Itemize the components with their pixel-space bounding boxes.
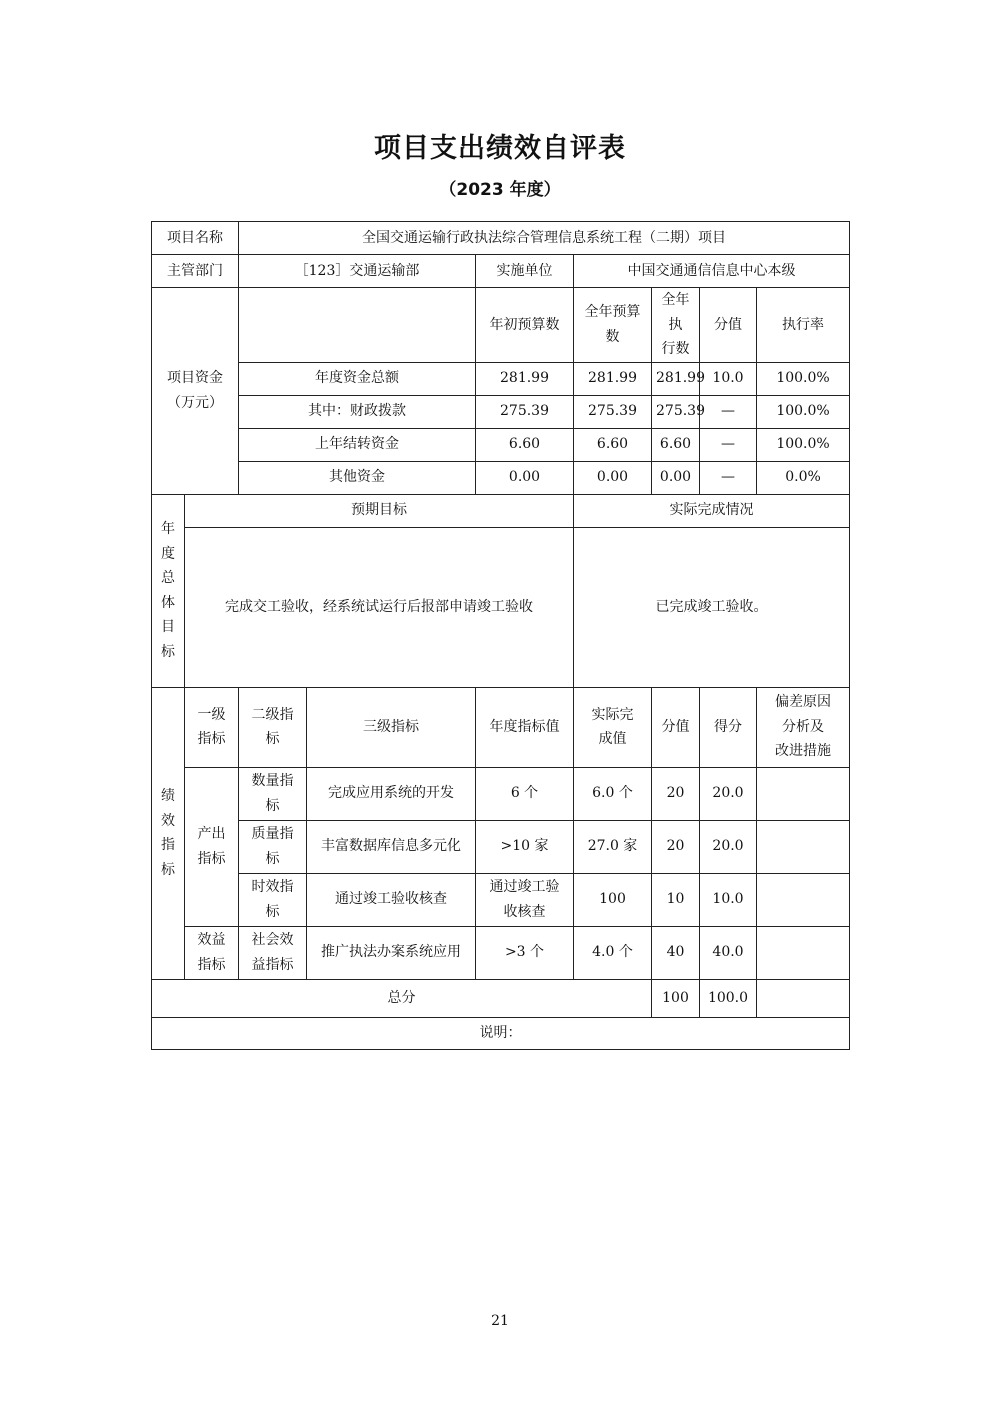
department-row (152, 255, 850, 288)
funds-row-executed: 0.00 (652, 461, 700, 494)
funds-row-initial: 6.60 (476, 428, 574, 461)
indicator-deviation (757, 926, 850, 979)
funds-row-executed: 281.99 (652, 362, 700, 395)
indicator-level2: 质量指 标 (239, 820, 307, 873)
funds-row-score-value: 10.0 (700, 362, 757, 395)
funds-row-annual: 6.60 (574, 428, 652, 461)
indicator-target: 通过竣工验 收核查 (476, 873, 574, 926)
performance-table (151, 221, 850, 1050)
note-label: 说明： (152, 1017, 850, 1049)
goals-header-row (152, 494, 850, 527)
score-value-header: 分值 (652, 687, 700, 767)
total-row (152, 979, 850, 1017)
level1-header: 一级 指标 (185, 687, 239, 767)
indicator-level3: 通过竣工验收核查 (307, 873, 476, 926)
page-title: 项目支出绩效自评表 (374, 133, 626, 164)
unit-value: 中国交通通信信息中心本级 (574, 255, 850, 288)
indicator-row (152, 820, 850, 873)
funds-header-executed: 全年执 行数 (652, 288, 700, 363)
indicator-level3: 完成应用系统的开发 (307, 767, 476, 820)
total-label: 总分 (152, 979, 652, 1017)
funds-row-executed: 6.60 (652, 428, 700, 461)
indicator-row (152, 873, 850, 926)
department-value: ［123］交通运输部 (239, 255, 476, 288)
indicator-actual: 6.0 个 (574, 767, 652, 820)
note-row (152, 1017, 850, 1049)
funds-row-rate: 100.0% (757, 395, 850, 428)
project-name-row (152, 222, 850, 255)
funds-header-score-value: 分值 (700, 288, 757, 363)
actual-completion-text: 已完成竣工验收。 (574, 527, 850, 687)
funds-row-name: 年度资金总额 (239, 362, 476, 395)
actual-completion-header: 实际完成情况 (574, 494, 850, 527)
indicator-actual: 100 (574, 873, 652, 926)
funds-row-annual: 275.39 (574, 395, 652, 428)
output-indicator-label: 产出 指标 (185, 767, 239, 926)
project-name-label: 项目名称 (152, 222, 239, 255)
level2-header: 二级指 标 (239, 687, 307, 767)
funds-row-name: 其他资金 (239, 461, 476, 494)
funds-row-annual: 0.00 (574, 461, 652, 494)
indicator-actual: 4.0 个 (574, 926, 652, 979)
indicator-level3: 推广执法办案系统应用 (307, 926, 476, 979)
funds-row-rate: 100.0% (757, 362, 850, 395)
expected-goal-text: 完成交工验收，经系统试运行后报部申请竣工验收 (185, 527, 574, 687)
funds-row-name: 其中：财政拨款 (239, 395, 476, 428)
indicators-label: 绩 效 指 标 (152, 687, 185, 979)
funds-row-initial: 275.39 (476, 395, 574, 428)
goals-label: 年 度 总 体 目 标 (152, 494, 185, 687)
funds-row-executed: 275.39 (652, 395, 700, 428)
funds-row-initial: 0.00 (476, 461, 574, 494)
deviation-header: 偏差原因 分析及 改进措施 (757, 687, 850, 767)
funds-header-rate: 执行率 (757, 288, 850, 363)
funds-row-score-value: — (700, 395, 757, 428)
indicator-header-row (152, 687, 850, 767)
indicator-score: 10.0 (700, 873, 757, 926)
benefit-indicator-label: 效益 指标 (185, 926, 239, 979)
indicator-score: 20.0 (700, 820, 757, 873)
funds-row-name: 上年结转资金 (239, 428, 476, 461)
funds-row-score-value: — (700, 461, 757, 494)
indicator-score-value: 20 (652, 767, 700, 820)
total-deviation (757, 979, 850, 1017)
indicator-level2: 时效指 标 (239, 873, 307, 926)
goals-content-row (152, 527, 850, 687)
level3-header: 三级指标 (307, 687, 476, 767)
indicator-level3: 丰富数据库信息多元化 (307, 820, 476, 873)
actual-header: 实际完 成值 (574, 687, 652, 767)
indicator-score-value: 10 (652, 873, 700, 926)
indicator-target: >10 家 (476, 820, 574, 873)
indicator-level2: 数量指 标 (239, 767, 307, 820)
funds-row-annual: 281.99 (574, 362, 652, 395)
indicator-score-value: 40 (652, 926, 700, 979)
indicator-level2: 社会效 益指标 (239, 926, 307, 979)
score-header: 得分 (700, 687, 757, 767)
total-score-value: 100 (652, 979, 700, 1017)
target-header: 年度指标值 (476, 687, 574, 767)
funds-header-row (152, 288, 850, 363)
indicator-deviation (757, 767, 850, 820)
total-score: 100.0 (700, 979, 757, 1017)
indicator-target: >3 个 (476, 926, 574, 979)
department-label: 主管部门 (152, 255, 239, 288)
indicator-score-value: 20 (652, 820, 700, 873)
indicator-deviation (757, 820, 850, 873)
funds-row (152, 461, 850, 494)
expected-goal-header: 预期目标 (185, 494, 574, 527)
indicator-actual: 27.0 家 (574, 820, 652, 873)
project-name-value: 全国交通运输行政执法综合管理信息系统工程（二期）项目 (239, 222, 850, 255)
funds-row (152, 428, 850, 461)
indicator-score: 40.0 (700, 926, 757, 979)
indicator-row (152, 926, 850, 979)
funds-label: 项目资金 （万元） (152, 288, 239, 495)
funds-row-rate: 100.0% (757, 428, 850, 461)
funds-row-rate: 0.0% (757, 461, 850, 494)
funds-header-annual: 全年预算数 (574, 288, 652, 363)
page-number: 21 (491, 1313, 509, 1329)
funds-row-score-value: — (700, 428, 757, 461)
indicator-target: 6 个 (476, 767, 574, 820)
indicator-deviation (757, 873, 850, 926)
page-subtitle: （2023 年度） (439, 180, 561, 200)
funds-row (152, 362, 850, 395)
indicator-score: 20.0 (700, 767, 757, 820)
funds-header-initial: 年初预算数 (476, 288, 574, 363)
unit-label: 实施单位 (476, 255, 574, 288)
funds-row-initial: 281.99 (476, 362, 574, 395)
indicator-row (152, 767, 850, 820)
funds-row (152, 395, 850, 428)
